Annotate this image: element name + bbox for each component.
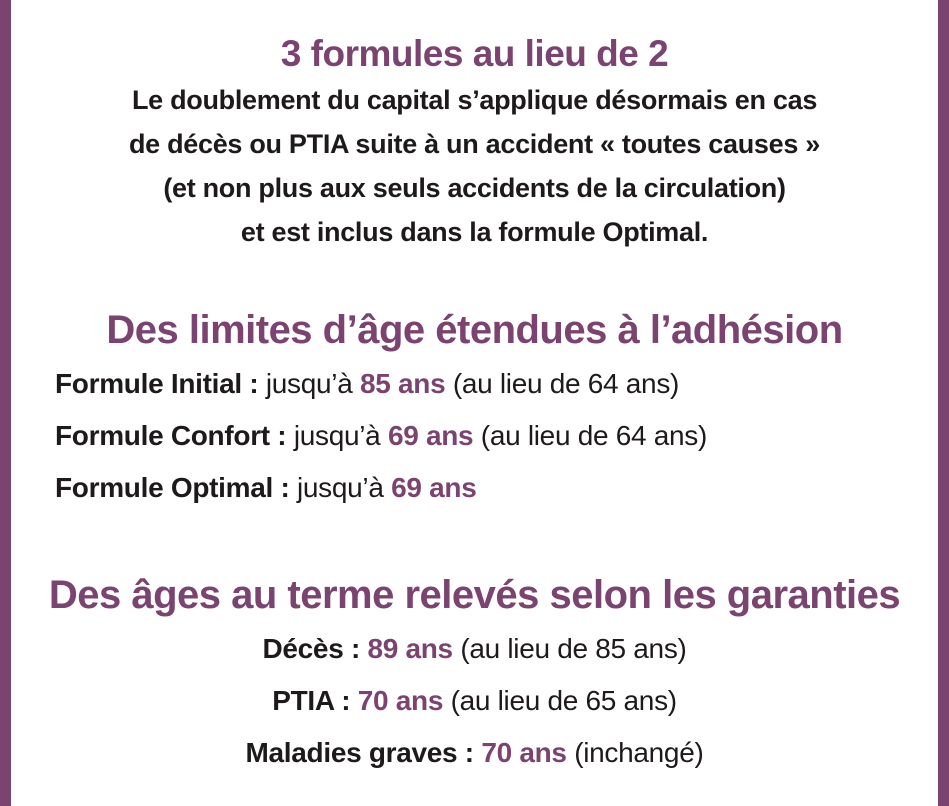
section-formules-title: 3 formules au lieu de 2 — [280, 33, 669, 74]
row-note: (au lieu de 64 ans) — [452, 368, 680, 399]
row-text: jusqu’à — [293, 420, 381, 451]
row-value: 69 ans — [391, 472, 477, 503]
row-label: Formule Confort : — [55, 420, 287, 451]
row-note: (au lieu de 64 ans) — [480, 420, 708, 451]
limites-age-list — [11, 358, 938, 514]
row-label: Décès : — [262, 633, 360, 664]
section-limites-age — [11, 308, 938, 514]
list-item — [11, 675, 938, 727]
list-item — [11, 727, 938, 779]
row-note: (au lieu de 85 ans) — [460, 633, 687, 664]
section-formules-text — [11, 78, 938, 254]
section-formules — [11, 34, 938, 254]
row-label: Formule Optimal : — [55, 472, 290, 503]
list-item — [55, 358, 938, 410]
row-label: Maladies graves : — [245, 737, 474, 768]
list-item — [55, 410, 938, 462]
row-value: 85 ans — [359, 368, 446, 399]
text-line: (et non plus aux seuls accidents de la circulation) — [163, 173, 786, 203]
row-label: PTIA : — [272, 685, 351, 716]
list-item — [55, 462, 938, 514]
ages-terme-list — [11, 623, 938, 779]
text-line: de décès ou PTIA suite à un accident « toutes causes » — [128, 129, 821, 159]
row-value: 89 ans — [367, 633, 453, 664]
row-text: jusqu’à — [265, 368, 353, 399]
row-note: (inchangé) — [574, 737, 704, 768]
row-value: 70 ans — [481, 737, 567, 768]
row-value: 70 ans — [357, 685, 444, 716]
text-line: et est inclus dans la formule Optimal. — [240, 217, 709, 247]
text-line: Le doublement du capital s’applique désormais en cas — [131, 85, 818, 115]
section-ages-terme-title: Des âges au terme relevés selon les garanties — [48, 573, 901, 617]
row-text: jusqu’à — [296, 472, 384, 503]
list-item — [11, 623, 938, 675]
row-note: (au lieu de 65 ans) — [450, 685, 677, 716]
section-limites-age-title: Des limites d’âge étendues à l’adhésion — [106, 308, 843, 352]
row-label: Formule Initial : — [55, 368, 259, 399]
section-ages-terme — [11, 573, 938, 779]
row-value: 69 ans — [387, 420, 474, 451]
